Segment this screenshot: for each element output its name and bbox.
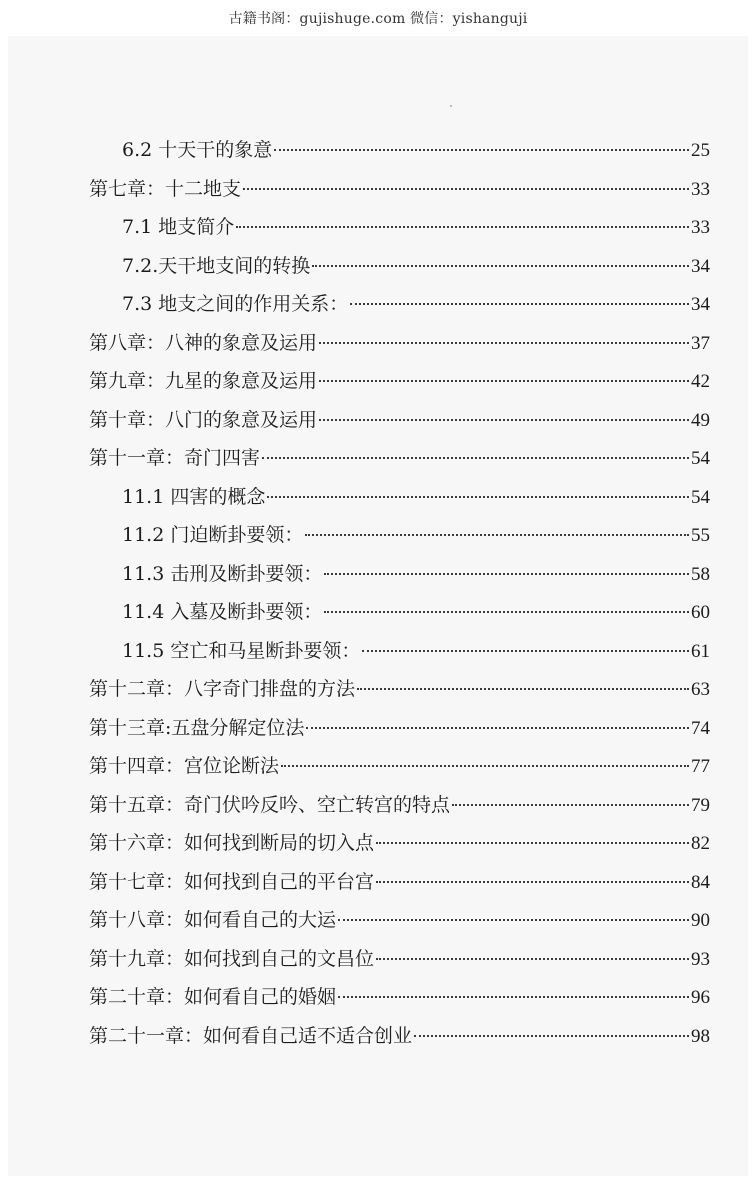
toc-chapter-entry[interactable] [89,828,710,858]
toc-chapter-entry[interactable] [89,790,710,820]
toc-dot-leader [376,958,689,960]
toc-chapter-entry[interactable] [89,405,710,435]
toc-dot-leader [350,303,689,305]
toc-entry-title: 第八章：八神的象意及运用 [89,331,318,354]
toc-dot-leader [324,611,689,613]
toc-page-number: 33 [691,178,710,200]
toc-entry-title: 11.4 入墓及断卦要领： [122,601,323,623]
toc-section-entry[interactable] [122,135,710,165]
toc-entry-title: 第十五章：奇门伏吟反吟、空亡转宫的特点 [89,793,451,816]
toc-dot-leader [376,881,689,883]
toc-page-number: 74 [691,717,710,739]
toc-entry-title: 第十六章：如何找到断局的切入点 [89,832,375,854]
toc-chapter-entry[interactable] [89,174,710,204]
toc-entry-title: 第二十一章：如何看自己适不适合创业 [89,1024,413,1047]
toc-page-number: 77 [691,756,710,777]
toc-chapter-entry[interactable] [89,982,710,1012]
toc-dot-leader [306,727,689,729]
toc-page-number: 34 [691,255,710,277]
watermark-header: 古籍书阁：gujishuge.com 微信：yishanguji [228,11,528,27]
toc-entry-title: 第十八章：如何看自己的大运 [89,909,337,931]
toc-page-number: 34 [691,294,710,315]
toc-dot-leader [376,842,689,844]
toc-page-number: 82 [691,833,710,854]
toc-page-number: 25 [691,140,710,161]
toc-entry-title: 第七章：十二地支 [89,177,242,200]
toc-dot-leader [319,342,689,344]
toc-entry-title: 第十章：八门的象意及运用 [89,408,318,431]
toc-dot-leader [319,380,689,382]
toc-dot-leader [267,496,689,498]
toc-page-number: 42 [691,371,710,392]
toc-page-number: 60 [691,602,710,623]
toc-page-number: 33 [691,217,710,238]
toc-section-entry[interactable] [122,251,710,281]
toc-dot-leader [324,573,689,575]
toc-page-number: 55 [691,525,710,546]
scan-speck [450,105,452,107]
toc-section-entry[interactable] [122,482,710,512]
toc-entry-title: 11.3 击刑及断卦要领： [122,562,323,585]
toc-page-number: 98 [691,1025,710,1047]
toc-entry-title: 7.2.天干地支间的转换 [122,254,311,277]
toc-entry-title: 第十二章：八字奇门排盘的方法 [89,678,356,700]
toc-chapter-entry[interactable] [89,328,710,358]
toc-entry-title: 11.2 门迫断卦要领： [122,524,304,546]
toc-dot-leader [262,457,689,459]
toc-dot-leader [338,919,689,921]
toc-page-number: 90 [691,910,710,931]
toc-section-entry[interactable] [122,212,710,242]
toc-page-number: 54 [691,448,710,469]
toc-page-number: 37 [691,332,710,354]
toc-chapter-entry[interactable] [89,713,710,743]
toc-entry-title: 6.2 十天干的象意 [122,139,273,161]
toc-chapter-entry[interactable] [89,867,710,897]
toc-dot-leader [281,765,689,767]
toc-page-number: 96 [691,987,710,1008]
toc-entry-title: 第九章：九星的象意及运用 [89,370,318,392]
toc-page-number: 54 [691,486,710,508]
toc-chapter-entry[interactable] [89,443,710,473]
toc-entry-title: 第十四章：宫位论断法 [89,755,280,777]
toc-entry-title: 第十七章：如何找到自己的平台宫 [89,870,375,893]
toc-entry-title: 第十三章:五盘分解定位法 [89,716,305,739]
toc-page-number: 84 [691,871,710,893]
toc-page-number: 93 [691,948,710,970]
toc-section-entry[interactable] [122,597,710,627]
toc-section-entry[interactable] [122,559,710,589]
toc-dot-leader [338,996,689,998]
toc-page-number: 79 [691,794,710,816]
toc-entry-title: 第十九章：如何找到自己的文昌位 [89,947,375,970]
toc-dot-leader [243,188,689,190]
toc-section-entry[interactable] [122,520,710,550]
toc-entry-title: 第二十章：如何看自己的婚姻 [89,986,337,1008]
toc-chapter-entry[interactable] [89,1021,710,1051]
toc-dot-leader [414,1035,689,1037]
toc-chapter-entry[interactable] [89,944,710,974]
toc-dot-leader [357,688,689,690]
toc-entry-title: 11.5 空亡和马星断卦要领： [122,639,361,662]
toc-chapter-entry[interactable] [89,674,710,704]
toc-dot-leader [274,149,689,151]
toc-entry-title: 7.1 地支简介 [122,216,235,238]
toc-dot-leader [452,804,689,806]
toc-dot-leader [305,534,689,536]
toc-page-number: 49 [691,409,710,431]
toc-section-entry[interactable] [122,636,710,666]
toc-dot-leader [362,650,689,652]
toc-entry-title: 11.1 四害的概念 [122,485,266,508]
toc-chapter-entry[interactable] [89,751,710,781]
toc-chapter-entry[interactable] [89,366,710,396]
toc-section-entry[interactable] [122,289,710,319]
toc-dot-leader [312,265,689,267]
toc-dot-leader [236,226,689,228]
toc-entry-title: 7.3 地支之间的作用关系： [122,293,349,315]
toc-page-number: 61 [691,640,710,662]
toc-dot-leader [319,419,689,421]
toc-page-number: 63 [691,679,710,700]
toc-entry-title: 第十一章：奇门四害 [89,447,261,469]
toc-page-number: 58 [691,563,710,585]
toc-chapter-entry[interactable] [89,905,710,935]
